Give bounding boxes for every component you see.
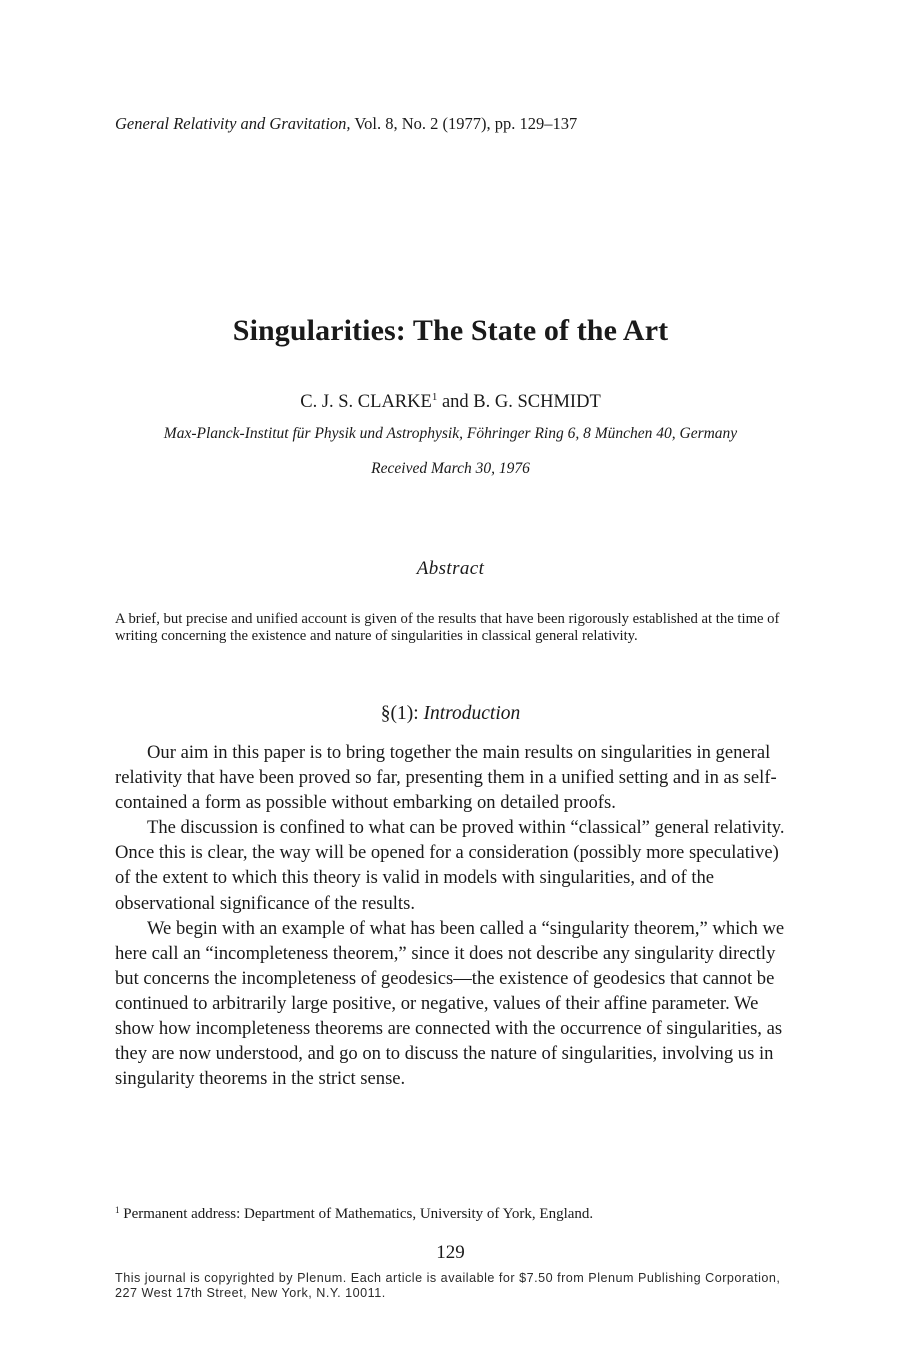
footnote (115, 1206, 593, 1223)
paragraph: Our aim in this paper is to bring together the main results on singularities in general relativity that have been proved so far, presenting them in a unified setting and in as self-contained a form as possible without embarking on detailed proofs. (115, 742, 777, 814)
page-number: 129 (436, 1242, 465, 1263)
abstract-heading: Abstract (416, 558, 485, 579)
section-number: §(1): (380, 703, 419, 724)
body-text (115, 740, 793, 1091)
footnote-marker: 1 (115, 1205, 120, 1215)
abstract-text: A brief, but precise and unified account is given of the results that have been rigorously established at the time of writing concerning the existence and nature of singularities in classical general relativity. (115, 611, 780, 644)
section-heading (0, 703, 901, 725)
author-footnote-marker: 1 (431, 391, 438, 403)
footnote-text: Permanent address: Department of Mathematics, University of York, England. (123, 1206, 594, 1222)
section-title: Introduction (423, 703, 521, 724)
received-date: Received March 30, 1976 (371, 460, 530, 477)
journal-name: General Relativity and Gravitation, (115, 114, 351, 133)
paper-title: Singularities: The State of the Art (232, 314, 669, 347)
author-schmidt: B. G. SCHMIDT (473, 392, 601, 412)
author-joiner: and (441, 392, 469, 412)
author-line (0, 392, 901, 413)
copyright-notice: This journal is copyrighted by Plenum. Each article is available for $7.50 from Plenum Publishing Corporation, 227 West 17th Street, New York, N.Y. 10011. (115, 1271, 781, 1300)
author-clarke: C. J. S. CLARKE (300, 392, 432, 412)
affiliation: Max-Planck-Institut für Physik und Astrophysik, Föhringer Ring 6, 8 München 40, Germany (163, 425, 738, 442)
paragraph: The discussion is confined to what can be proved within “classical” general relativity. Once this is clear, the way will be opened for a consideration (possibly more speculative) of the extent to which this theory is valid in models with singularities, and of the observational significance of the results. (115, 817, 785, 914)
journal-citation (115, 114, 577, 134)
paragraph: We begin with an example of what has been called a “singularity theorem,” which we here call an “incompleteness theorem,” since it does not describe any singularity directly but concerns the incompleteness of geodesics—the existence of geodesics that cannot be continued to arbitrarily large positive, or negative, values of their affine parameter. We show how incompleteness theorems are connected with the occurrence of singularities, as they are now understood, and go on to discuss the nature of singularities, involving us in singularity theorems in the strict sense. (115, 917, 785, 1090)
journal-details: Vol. 8, No. 2 (1977), pp. 129–137 (354, 114, 578, 133)
